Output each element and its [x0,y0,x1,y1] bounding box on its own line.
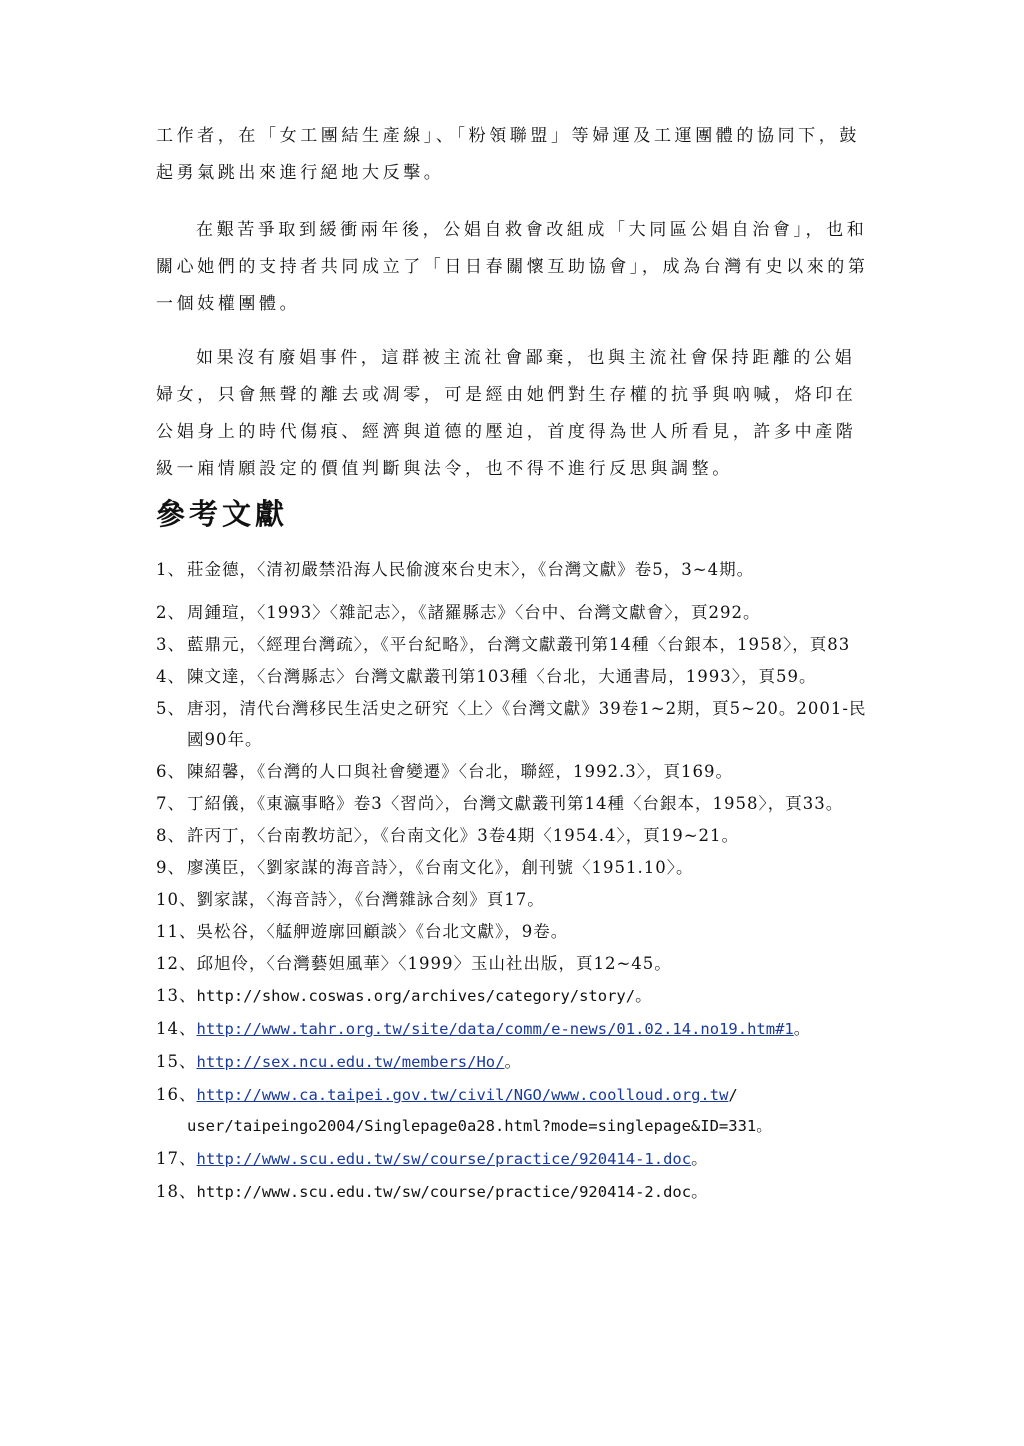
reference-text: 劉家謀，〈海音詩〉，《台灣雜詠合刻》頁17。 [196,890,545,909]
reference-suffix: 。 [691,1182,709,1201]
body-paragraph-3 [156,340,870,488]
reference-text: 藍鼎元，〈經理台灣疏〉，《平台紀略》，台灣文獻叢刊第14種〈台銀本，1958〉，頁83 [187,635,851,654]
reference-number: 1、 [156,560,185,579]
reference-link[interactable]: http://www.scu.edu.tw/sw/course/practice/920414-1.doc [196,1150,692,1168]
reference-link[interactable]: http://www.ca.taipei.gov.tw/civil/NGO/www.coolloud.org.tw [196,1086,729,1104]
reference-item-12 [156,948,876,979]
reference-text: 廖漢臣，〈劉家謀的海音詩〉，《台南文化》，創刊號〈1951.10〉。 [187,858,694,877]
reference-number: 16、 [156,1085,197,1104]
reference-text: 丁紹儀，《東瀛事略》卷3〈習尚〉，台灣文獻叢刊第14種〈台銀本，1958〉，頁33。 [187,794,844,813]
body-paragraph-1 [156,118,870,192]
reference-url-rest: user/taipeingo2004/Singlepage0a28.html?mode=singlepage&ID=331 [187,1117,757,1135]
reference-suffix: 。 [504,1052,522,1071]
reference-text: 許丙丁，〈台南教坊記〉，《台南文化》3卷4期〈1954.4〉，頁19~21。 [187,826,740,845]
reference-item-6 [156,756,876,787]
reference-number: 14、 [156,1019,197,1038]
reference-url: http://www.scu.edu.tw/sw/course/practice/920414-2.doc [196,1183,692,1201]
reference-url: http://show.coswas.org/archives/category/story/ [196,987,636,1005]
reference-suffix: 。 [635,986,653,1005]
reference-number: 10、 [156,890,197,909]
body-paragraph-2 [156,212,870,323]
reference-number: 8、 [156,826,185,845]
reference-link-tail: / [728,1086,738,1104]
reference-item-4 [156,661,876,692]
reference-number: 13、 [156,986,197,1005]
reference-number: 2、 [156,603,185,622]
reference-text: 邱旭伶，〈台灣藝妲風華〉〈1999〉玉山社出版，頁12~45。 [196,954,672,973]
reference-number: 17、 [156,1149,197,1168]
reference-item-18 [156,1176,876,1208]
reference-item-16 [156,1079,876,1142]
reference-item-14 [156,1013,876,1045]
reference-item-13 [156,980,876,1012]
reference-number: 18、 [156,1182,197,1201]
reference-suffix: 。 [756,1117,772,1135]
reference-text: 唐羽，清代台灣移民生活史之研究〈上〉《台灣文獻》39卷1~2期，頁5~20。2001-民國90年。 [187,699,867,749]
reference-text: 莊金德，〈清初嚴禁沿海人民偷渡來台史末〉，《台灣文獻》卷5，3~4期。 [187,560,755,579]
paragraph-text: 如果沒有廢娼事件，這群被主流社會鄙棄，也與主流社會保持距離的公娼婦女，只會無聲的離去或凋零，可是經由她們對生存權的抗爭與吶喊，烙印在公娼身上的時代傷痕、經濟與道德的壓迫，首度得為世人所看見，許多中產階級一廂情願設定的價值判斷與法令，也不得不進行反思與調整。 [156,348,857,479]
reference-number: 15、 [156,1052,197,1071]
reference-item-7 [156,788,876,819]
reference-number: 5、 [156,699,185,718]
reference-number: 3、 [156,635,185,654]
reference-text: 陳紹馨，《台灣的人口與社會變遷》〈台北，聯經，1992.3〉，頁169。 [187,762,733,781]
reference-number: 4、 [156,667,185,686]
reference-text: 陳文達，〈台灣縣志〉台灣文獻叢刊第103種〈台北，大通書局，1993〉，頁59。 [187,667,817,686]
reference-link[interactable]: http://www.tahr.org.tw/site/data/comm/e-news/01.02.14.no19.htm#1 [196,1020,794,1038]
reference-item-3 [156,629,876,660]
reference-item-9 [156,852,876,883]
reference-list [156,554,876,1209]
references-heading: 參考文獻 [156,497,289,531]
reference-item-15 [156,1046,876,1078]
reference-number: 6、 [156,762,185,781]
reference-text: 吳松谷，〈艋舺遊廓回顧談〉《台北文獻》，9卷。 [196,922,569,941]
reference-suffix: 。 [691,1149,709,1168]
reference-number: 11、 [156,922,197,941]
reference-item-5 [156,693,876,755]
reference-number: 12、 [156,954,197,973]
paragraph-text: 在艱苦爭取到緩衝兩年後，公娼自救會改組成「大同區公娼自治會」，也和關心她們的支持者共同成立了「日日春關懷互助協會」，成為台灣有史以來的第一個妓權團體。 [156,220,869,314]
reference-item-17 [156,1143,876,1175]
reference-text: 周鍾瑄，〈1993〉〈雜記志〉，《諸羅縣志》〈台中、台灣文獻會〉，頁292。 [187,603,761,622]
reference-item-10 [156,884,876,915]
reference-number: 7、 [156,794,185,813]
reference-suffix: 。 [793,1019,812,1038]
reference-item-1 [156,554,876,585]
paragraph-text: 工作者，在「女工團結生產線」、「粉領聯盟」等婦運及工運團體的協同下，鼓起勇氣跳出來進行絕地大反擊。 [156,126,860,183]
reference-item-11 [156,916,876,947]
reference-item-2 [156,597,876,628]
reference-link[interactable]: http://sex.ncu.edu.tw/members/Ho/ [196,1053,505,1071]
reference-item-8 [156,820,876,851]
reference-number: 9、 [156,858,185,877]
reference-url-continuation [187,1111,876,1142]
